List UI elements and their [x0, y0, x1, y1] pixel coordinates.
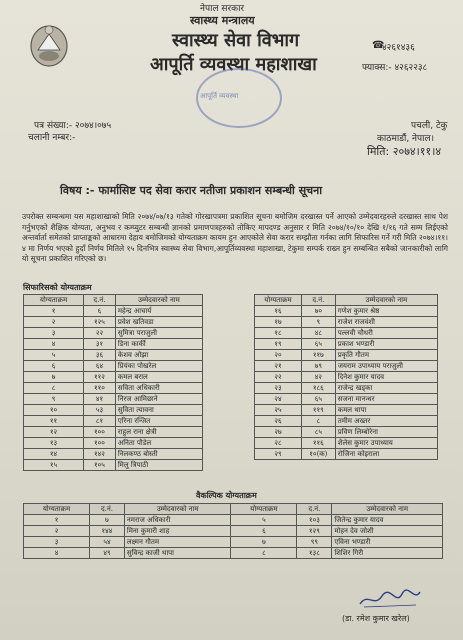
table-row: [24, 515, 443, 526]
table-cell: ९: [24, 394, 84, 405]
table-cell: १४: [24, 449, 84, 460]
table-cell: पल्लवी चौधरी: [335, 328, 437, 339]
table-cell: २५: [255, 405, 302, 416]
table-cell: ४२: [302, 372, 336, 383]
col-name: उम्मेदवारको नाम: [124, 504, 231, 515]
table-cell: ७९: [302, 361, 336, 372]
table-row: [255, 372, 438, 383]
table-cell: प्रविण लिम्बोरेना: [335, 427, 437, 438]
table-cell: ४१: [84, 394, 116, 405]
table-cell: ७: [231, 537, 297, 548]
recommended-title: सिफारिसको योग्यताक्रम: [23, 283, 92, 292]
table-cell: ५४: [90, 537, 125, 548]
table-row: [24, 317, 203, 328]
table-cell: राजेश राजवंशी: [335, 317, 437, 328]
table-cell: १३८: [297, 548, 332, 559]
table-row: [255, 438, 438, 449]
table-cell: डिना कार्की: [115, 339, 202, 350]
col-rank: योग्यताक्रम: [24, 295, 84, 306]
table-cell: ९९: [297, 537, 332, 548]
table-cell: १२९: [297, 526, 332, 537]
table-cell: गणेश कुमार श्रेष्ठ: [335, 306, 437, 317]
table-cell: कमल बराल: [115, 372, 202, 383]
table-cell: ६: [231, 526, 297, 537]
signature-icon: [358, 588, 422, 610]
table-cell: ४: [24, 339, 84, 350]
table-cell: १५: [24, 460, 84, 471]
table-cell: दिनेश कुमार यादव: [335, 372, 437, 383]
table-cell: ७: [90, 515, 125, 526]
table-cell: ५३: [84, 405, 116, 416]
table-cell: राहुल राना क्षेत्री: [115, 427, 202, 438]
table-cell: निरज आमिछाने: [115, 394, 202, 405]
table-cell: सुविता त्यावना: [115, 405, 202, 416]
table-cell: १२५: [84, 317, 116, 328]
table-cell: १०३: [297, 515, 332, 526]
table-cell: २४: [255, 394, 302, 405]
table-cell: ११: [24, 416, 84, 427]
table-row: [255, 317, 438, 328]
table-cell: २०: [255, 350, 302, 361]
table-row: [24, 416, 203, 427]
col-roll: द.नं.: [297, 504, 332, 515]
table-cell: केशव ओझा: [115, 350, 202, 361]
col-name: उम्मेदवारको नाम: [335, 295, 437, 306]
document-date: मिति: २०७४।११।४: [367, 145, 442, 158]
signatory-name: (डा. रमेश कुमार खरेल): [342, 614, 410, 623]
table-row: [24, 328, 203, 339]
table-cell: ९: [302, 317, 336, 328]
col-name: उम्मेदवारको नाम: [332, 504, 443, 515]
table-cell: ५: [231, 515, 297, 526]
table-row: [255, 306, 438, 317]
table-cell: १८६: [302, 383, 336, 394]
col-rank: योग्यताक्रम: [255, 295, 302, 306]
table-cell: १०(क): [302, 449, 336, 460]
alternate-table: [23, 503, 443, 559]
dispatch-number: चलानी नम्बर:-: [28, 133, 76, 143]
table-row: [255, 405, 438, 416]
table-row: [24, 361, 203, 372]
table-cell: ८: [24, 383, 84, 394]
table-row: [24, 372, 203, 383]
table-row: [255, 427, 438, 438]
table-cell: ४: [24, 548, 90, 559]
table-cell: ४९: [90, 548, 125, 559]
table-row: [255, 383, 438, 394]
table-cell: सुमित्रा पराजुली: [115, 328, 202, 339]
table-row: [24, 548, 443, 559]
table-cell: ११०: [84, 383, 116, 394]
table-cell: २३: [255, 383, 302, 394]
col-roll: द.नं.: [90, 504, 125, 515]
table-cell: प्रकाश भण्डारी: [335, 339, 437, 350]
table-cell: ६५: [302, 339, 336, 350]
table-cell: २२: [84, 328, 116, 339]
table-cell: १०: [24, 405, 84, 416]
address-line2: काठमाडौं, नेपाल।: [377, 134, 435, 144]
table-cell: ७: [24, 372, 84, 383]
table-row: [24, 438, 203, 449]
table-cell: मिना कुमारी शाह: [124, 526, 231, 537]
table-cell: शैलेस कुमार उपाध्याय: [335, 438, 437, 449]
table-cell: ७०: [302, 306, 336, 317]
table-cell: ३: [24, 537, 90, 548]
table-cell: ८: [231, 548, 297, 559]
table-row: [255, 416, 438, 427]
table-cell: ५: [24, 350, 84, 361]
table-cell: १९: [255, 339, 302, 350]
table-cell: ६५: [302, 394, 336, 405]
table-cell: १००: [84, 438, 116, 449]
table-cell: १४४: [90, 526, 125, 537]
table-row: [24, 449, 203, 460]
table-row: [24, 537, 443, 548]
header-fax: फ्याक्स:- ४२६२२३८: [362, 63, 428, 73]
table-row: [255, 394, 438, 405]
table-cell: ११२: [84, 372, 116, 383]
header-gov: नेपाल सरकार: [200, 4, 245, 14]
notice-body: उपरोक्त सम्बन्धमा यस महाशाखाको मिति २०७४/०७/१३ गतेको गोरखापत्रमा प्रकाशित सूचना बमोजिम दरखास्त पर्ने आएको उम्मेदवारहरुले दरखास्त साथ पेश गर्नुभएको शैक्षिक योग्यता, अनुभव र कम्प्युटर सम्बन्धी ज्ञानको प्रमाणपत्रहरुको तोकिए मापदण्ड अनुसार र मिति २०७४/१०/१० देखि १/१६ गते सम्म लिईएको अन्तर्वार्ता समेतको प्राप्ताङ्कको आधारमा देहाय बमोजिमको योग्यताक्रम कायम हुन आएकोले सेवा करार सम्झौता गर्नका लागि सिफारिस गर्ने गरी मिति २०७४।११।४ मा निर्णय भएको हुदाँ निर्णय मितिले १५ दिनभित्र स्वास्थ्य सेवा विभाग,आपूर्तिव्यवस्था महाशाखा, टेकुमा सम्पर्क राख्न हुन सम्बन्धित सबैको जानकारीको लागि यो सूचना प्रकाशित गरिएको छ।: [22, 212, 448, 263]
table-cell: सविता अधिकारी: [115, 383, 202, 394]
table-cell: ३: [24, 328, 84, 339]
table-cell: २१: [255, 361, 302, 372]
table-cell: प्रकृति गौतम: [335, 350, 437, 361]
table-cell: २८: [255, 438, 302, 449]
table-cell: ८: [302, 416, 336, 427]
table-cell: २९: [255, 449, 302, 460]
table-row: [24, 383, 203, 394]
table-row: [255, 339, 438, 350]
table-cell: एरिना रन्जित: [115, 416, 202, 427]
table-row: [24, 339, 203, 350]
header-phone: ४२६१४३६: [382, 43, 415, 53]
table-cell: २: [24, 317, 84, 328]
table-cell: अनिता पौडेल: [115, 438, 202, 449]
stamp-text: आपूर्ति व्यवस्था: [200, 92, 239, 100]
table-cell: मिलु त्रिपाठी: [115, 460, 202, 471]
table-cell: ११९: [302, 405, 336, 416]
table-cell: प्रवेश खतिवडा: [115, 317, 202, 328]
table-row: [24, 394, 203, 405]
table-row: [24, 427, 203, 438]
header-department: स्वास्थ्य सेवा विभाग: [172, 30, 300, 51]
table-cell: ६: [84, 306, 116, 317]
table-cell: १७: [255, 317, 302, 328]
table-row: [24, 526, 443, 537]
table-cell: राजेन्द्र खड्का: [335, 383, 437, 394]
nepal-emblem-icon: [28, 20, 70, 70]
recommended-table-left: [23, 294, 203, 471]
header-division: आपूर्ति व्यवस्था महाशाखा: [150, 54, 317, 75]
table-cell: कमल थापा: [335, 405, 437, 416]
table-cell: १६: [255, 306, 302, 317]
col-roll: द.नं.: [84, 295, 116, 306]
table-cell: १३: [24, 438, 84, 449]
col-rank: योग्यताक्रम: [231, 504, 297, 515]
table-cell: सुविन्द्र काजी थापा: [124, 548, 231, 559]
table-cell: ३६: [84, 350, 116, 361]
table-cell: १००: [84, 427, 116, 438]
table-cell: रोजिना कोइराला: [335, 449, 437, 460]
table-cell: ८१: [84, 416, 116, 427]
table-cell: ६: [24, 361, 84, 372]
col-name: उम्मेदवारको नाम: [115, 295, 202, 306]
table-cell: मोहन देव जोशी: [332, 526, 443, 537]
table-cell: १: [24, 515, 90, 526]
table-cell: १२: [24, 427, 84, 438]
notice-subject: विषय :- फार्मासिष्ट पद सेवा करार नतीजा प्रकाशन सम्बन्धी सूचना: [60, 184, 323, 197]
table-cell: १४२: [84, 449, 116, 460]
table-cell: ४८: [302, 328, 336, 339]
table-row: [24, 306, 203, 317]
col-roll: द.नं.: [302, 295, 336, 306]
table-cell: २६: [255, 416, 302, 427]
table-cell: १०५: [84, 460, 116, 471]
table-cell: २२: [255, 372, 302, 383]
table-row: [255, 361, 438, 372]
table-cell: १८: [255, 328, 302, 339]
alternate-title: वैकल्पिक योग्यताक्रम: [196, 491, 257, 500]
table-cell: ११६: [302, 438, 336, 449]
table-cell: महेन्द्र आचार्य: [115, 306, 202, 317]
table-cell: नमराज अधिकारी: [124, 515, 231, 526]
table-row: [255, 328, 438, 339]
header-ministry: स्वास्थ्य मन्त्रालय: [190, 14, 255, 27]
table-cell: तमीम अख्तर: [335, 416, 437, 427]
recommended-table-right: [254, 294, 438, 460]
col-rank: योग्यताक्रम: [24, 504, 90, 515]
telephone-icon: ☎: [372, 40, 385, 51]
address-line1: पचली, टेकु: [411, 121, 448, 131]
table-cell: २७: [255, 427, 302, 438]
table-cell: २: [24, 526, 90, 537]
table-cell: १: [24, 306, 84, 317]
table-row: [24, 405, 203, 416]
table-row: [24, 350, 203, 361]
table-row: [255, 350, 438, 361]
table-cell: सजना मानन्धर: [335, 394, 437, 405]
table-cell: जयराम उपाध्याय पराजुली: [335, 361, 437, 372]
table-cell: शिशिर गिरी: [332, 548, 443, 559]
table-cell: जितेन्द्र कुमार यादव: [332, 515, 443, 526]
table-row: [24, 460, 203, 471]
table-cell: ८५: [302, 427, 336, 438]
table-cell: ११७: [302, 350, 336, 361]
table-cell: ६४: [84, 361, 116, 372]
table-cell: प्रियंका पोखरेल: [115, 361, 202, 372]
table-cell: ३१: [84, 339, 116, 350]
table-cell: निलकण्ठ बोस्ती: [115, 449, 202, 460]
table-cell: लक्ष्मन गौतम: [124, 537, 231, 548]
reference-number: पत्र संख्या:- २०७४।०७५: [34, 121, 112, 131]
table-row: [255, 449, 438, 460]
table-cell: एविना भण्डारी: [332, 537, 443, 548]
